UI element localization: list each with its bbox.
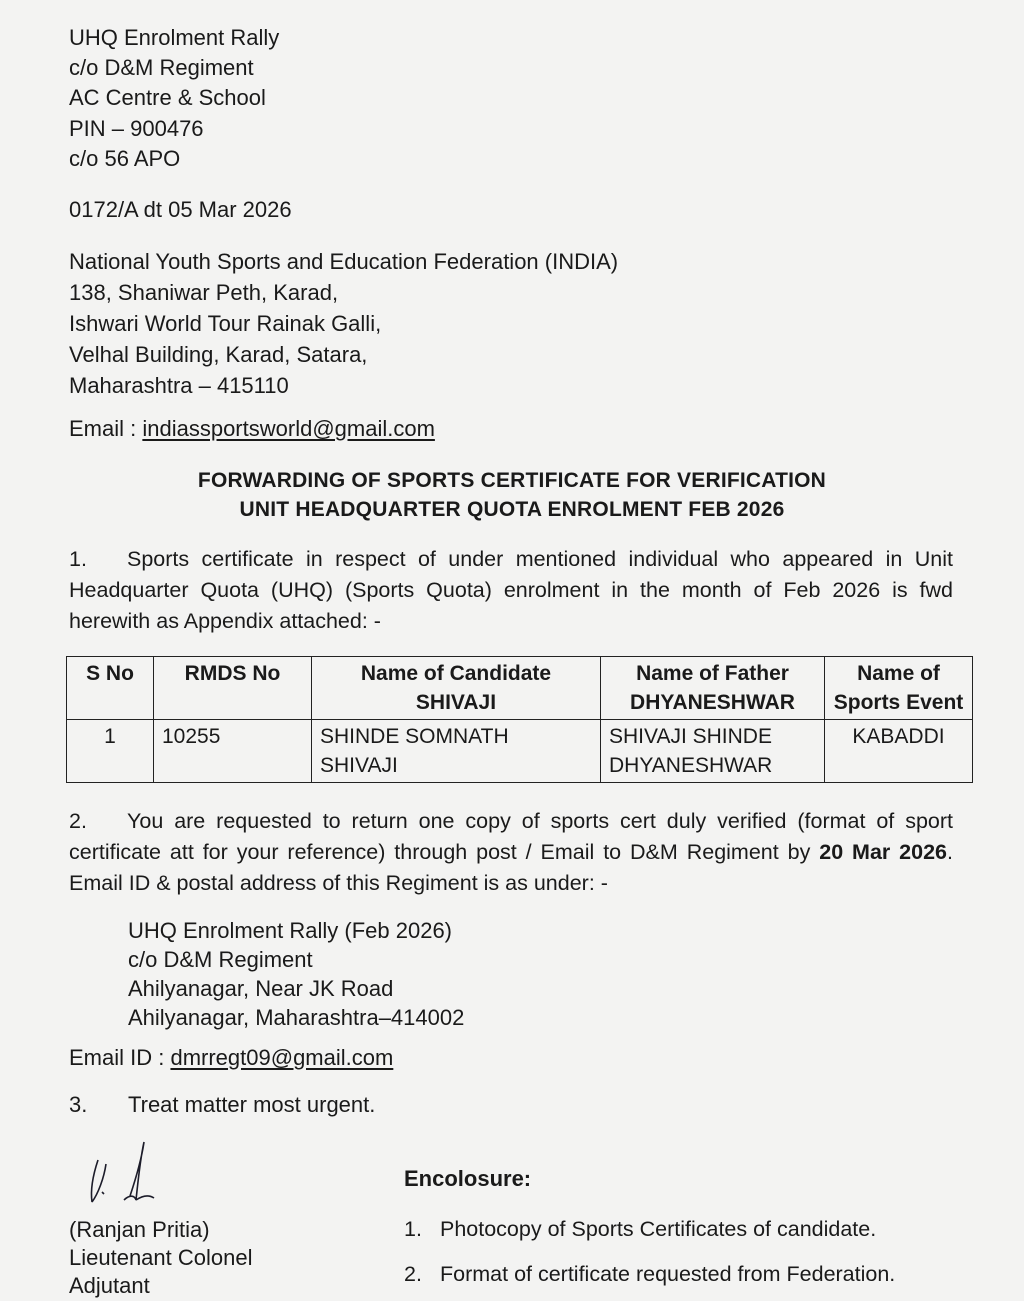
regiment-email-row [69, 1043, 393, 1073]
reference-number: 0172/A dt 05 Mar 2026 [69, 197, 292, 222]
cell-sno: 1 [67, 720, 154, 783]
recipient-line-1: National Youth Sports and Education Federation (INDIA) [69, 249, 619, 274]
paragraph-1-number: 1. [69, 547, 87, 571]
sender-line-5: c/o 56 APO [69, 146, 181, 171]
header-candidate-label: Name of Candidate [360, 662, 552, 685]
cell-event: KABADDI [825, 720, 973, 783]
cell-candidate-line-2: SHIVAJI [320, 754, 398, 777]
enclosure-item-text: Photocopy of Sports Certificates of candidate. [440, 1217, 877, 1241]
header-event: Name of Sports Event [825, 657, 973, 720]
paragraph-3-text: Treat matter most urgent. [128, 1092, 376, 1117]
header-candidate-extra: SHIVAJI [415, 691, 497, 714]
recipient-email-link[interactable]: indiassportsworld@gmail.com [142, 416, 435, 441]
recipient-line-4: Velhal Building, Karad, Satara, [69, 342, 368, 367]
recipient-line-3: Ishwari World Tour Rainak Galli, [69, 311, 382, 336]
paragraph-2-number: 2. [69, 809, 87, 833]
recipient-email-label: Email : [69, 416, 143, 441]
table-header-row [67, 657, 973, 720]
sender-line-2: c/o D&M Regiment [69, 55, 254, 80]
header-father-extra: DHYANESHWAR [630, 691, 795, 714]
paragraph-1-text: Sports certificate in respect of under mentioned individual who appeared in Unit Headquarter Quota (UHQ) (Sports Quota) enrolment in the month of Feb 2026 is fwd herewith as Appendix attached: - [69, 547, 953, 633]
paragraph-2 [69, 806, 953, 899]
header-rmds: RMDS No [154, 657, 312, 720]
candidate-table [66, 656, 973, 783]
paragraph-1 [69, 544, 953, 637]
enclosure-item-number: 1. [404, 1217, 422, 1241]
regiment-email-label: Email ID : [69, 1045, 171, 1070]
header-sno: S No [67, 657, 154, 720]
enclosure-title: Encolosure: [404, 1166, 532, 1191]
paragraph-3 [69, 1090, 375, 1120]
regiment-email-link[interactable]: dmrregt09@gmail.com [170, 1045, 394, 1070]
header-father-label: Name of Father [636, 662, 789, 685]
recipient-email-row [69, 414, 435, 444]
signature-image [84, 1138, 164, 1208]
signatory-appointment: Adjutant [69, 1273, 150, 1298]
sender-line-1: UHQ Enrolment Rally [69, 25, 280, 50]
paragraph-3-number: 3. [69, 1092, 88, 1117]
subject-line-1: FORWARDING OF SPORTS CERTIFICATE FOR VERIFICATION [197, 469, 827, 492]
cell-father-line-2: DHYANESHWAR [609, 754, 773, 777]
regiment-address-line-2: c/o D&M Regiment [128, 947, 313, 972]
paragraph-2-text-after: . Email ID & postal address of this Regiment is as under: - [69, 840, 953, 895]
recipient-line-2: 138, Shaniwar Peth, Karad, [69, 280, 339, 305]
enclosure-item [404, 1217, 876, 1242]
cell-rmds: 10255 [154, 720, 312, 783]
signatory-rank: Lieutenant Colonel [69, 1245, 253, 1270]
regiment-address-line-1: UHQ Enrolment Rally (Feb 2026) [128, 918, 453, 943]
regiment-address-line-4: Ahilyanagar, Maharashtra–414002 [128, 1005, 465, 1030]
regiment-address-line-3: Ahilyanagar, Near JK Road [128, 976, 394, 1001]
enclosure-item-text: Format of certificate requested from Federation. [440, 1262, 896, 1286]
recipient-line-5: Maharashtra – 415110 [69, 373, 289, 398]
sender-line-3: AC Centre & School [69, 85, 266, 110]
enclosure-item [404, 1262, 895, 1287]
table-row [67, 720, 973, 783]
paragraph-2-deadline: 20 Mar 2026 [819, 840, 948, 864]
subject-line-2: UNIT HEADQUARTER QUOTA ENROLMENT FEB 2026 [239, 498, 785, 521]
enclosure-item-number: 2. [404, 1262, 422, 1286]
sender-line-4: PIN – 900476 [69, 116, 204, 141]
cell-father [601, 720, 825, 783]
cell-candidate-line-1: SHINDE SOMNATH [320, 725, 509, 748]
cell-candidate [312, 720, 601, 783]
cell-father-line-1: SHIVAJI SHINDE [609, 725, 772, 748]
signatory-name: (Ranjan Pritia) [69, 1217, 210, 1242]
paragraph-2-text-before: You are requested to return one copy of sports cert duly verified (format of sport certificate att for your reference) through post / Email to D&M Regiment by [69, 809, 953, 864]
header-candidate [312, 657, 601, 720]
header-father [601, 657, 825, 720]
